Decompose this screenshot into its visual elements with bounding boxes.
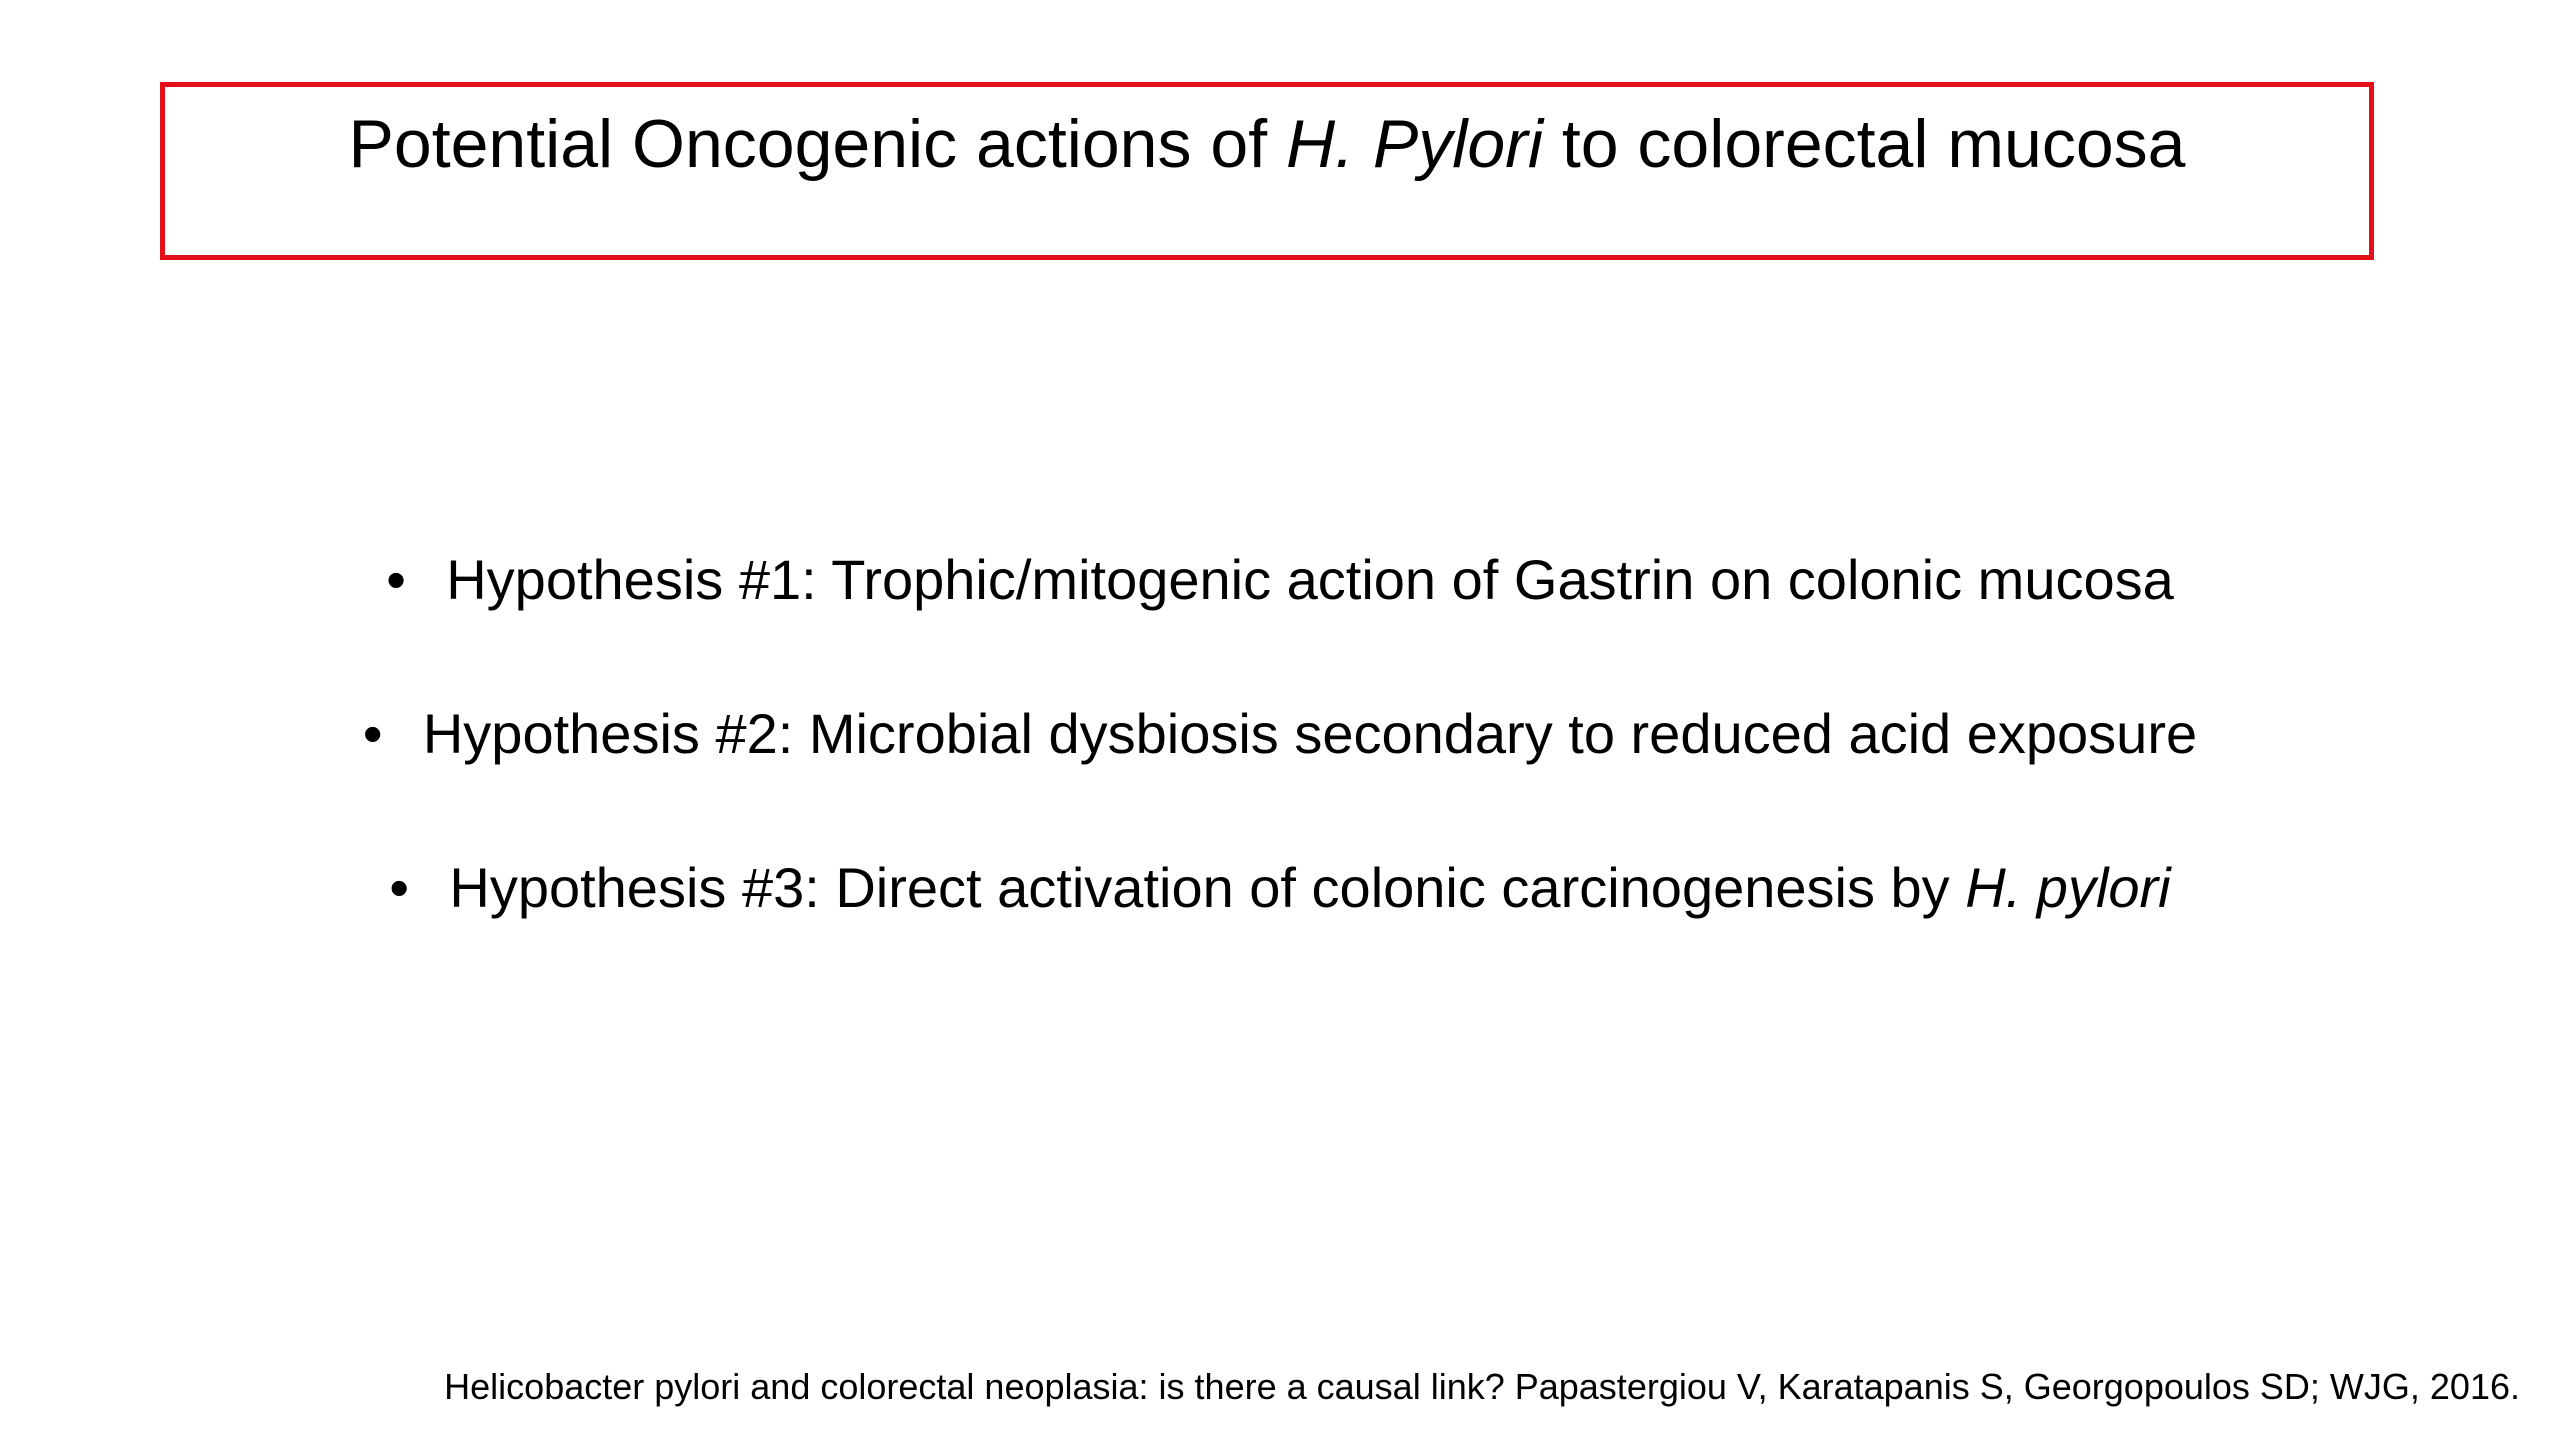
bullet-marker: •	[362, 702, 383, 765]
title-text-italic: H. Pylori	[1286, 106, 1543, 182]
bullet-marker: •	[389, 856, 409, 919]
hypothesis-italic: H. pylori	[1965, 856, 2171, 919]
title-text-after: to colorectal mucosa	[1542, 106, 2186, 182]
hypothesis-item-1	[0, 540, 2560, 620]
citation: Helicobacter pylori and colorectal neoplasia: is there a causal link? Papastergiou V, Karatapanis S, Georgopoulos SD; WJG, 2016.	[444, 1366, 2520, 1407]
hypothesis-item-2	[0, 694, 2560, 774]
hypothesis-text: Hypothesis #2: Microbial dysbiosis secondary to reduced acid exposure	[422, 702, 2198, 765]
slide-title	[165, 99, 2369, 189]
title-box	[160, 82, 2374, 260]
title-text-before: Potential Oncogenic actions of	[348, 106, 1286, 182]
bullet-marker: •	[386, 548, 406, 611]
hypothesis-list	[0, 540, 2560, 1002]
hypothesis-text: Hypothesis #1: Trophic/mitogenic action of Gastrin on colonic mucosa	[446, 548, 2174, 611]
hypothesis-item-3	[0, 848, 2560, 928]
hypothesis-text: Hypothesis #3: Direct activation of colonic carcinogenesis by	[449, 856, 1966, 919]
